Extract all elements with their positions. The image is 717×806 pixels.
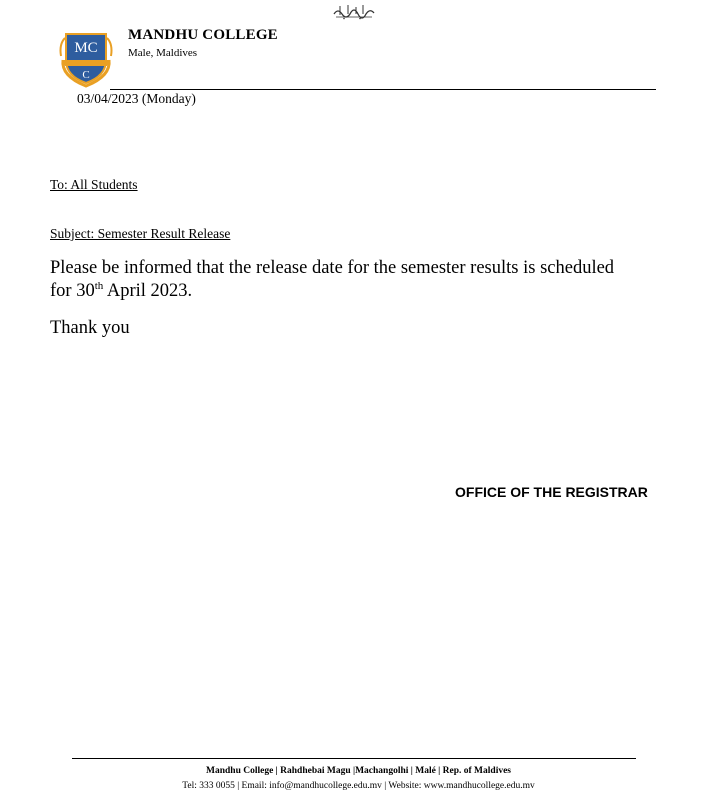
bismillah-calligraphy: [332, 2, 376, 20]
closing-line: Thank you: [50, 318, 130, 338]
header-divider: [110, 89, 656, 90]
body-paragraph: [50, 257, 680, 303]
body-line-1: Please be informed that the release date for the semester results is scheduled: [50, 258, 615, 278]
body-line-2-prefix: for 30: [50, 281, 95, 301]
footer-address: Mandhu College | Rahdhebai Magu |Machangolhi | Malé | Rep. of Maldives: [206, 766, 511, 776]
college-name: MANDHU COLLEGE: [128, 27, 278, 43]
signatory: OFFICE OF THE REGISTRAR: [455, 484, 648, 500]
letter-date: 03/04/2023 (Monday): [77, 91, 196, 106]
date-ordinal-suffix: th: [94, 280, 104, 292]
subject-line: Subject: Semester Result Release: [50, 226, 231, 241]
recipient-line: To: All Students: [50, 177, 138, 192]
svg-text:MC: MC: [74, 40, 98, 56]
college-logo: [57, 30, 115, 88]
footer-divider: [72, 758, 636, 759]
svg-text:C: C: [82, 69, 90, 81]
footer-contact: Tel: 333 0055 | Email: info@mandhucollege.edu.mv | Website: www.mandhucollege.edu.mv: [182, 781, 535, 791]
body-line-2-suffix: April 2023.: [103, 281, 193, 301]
college-location: Male, Maldives: [128, 47, 198, 59]
